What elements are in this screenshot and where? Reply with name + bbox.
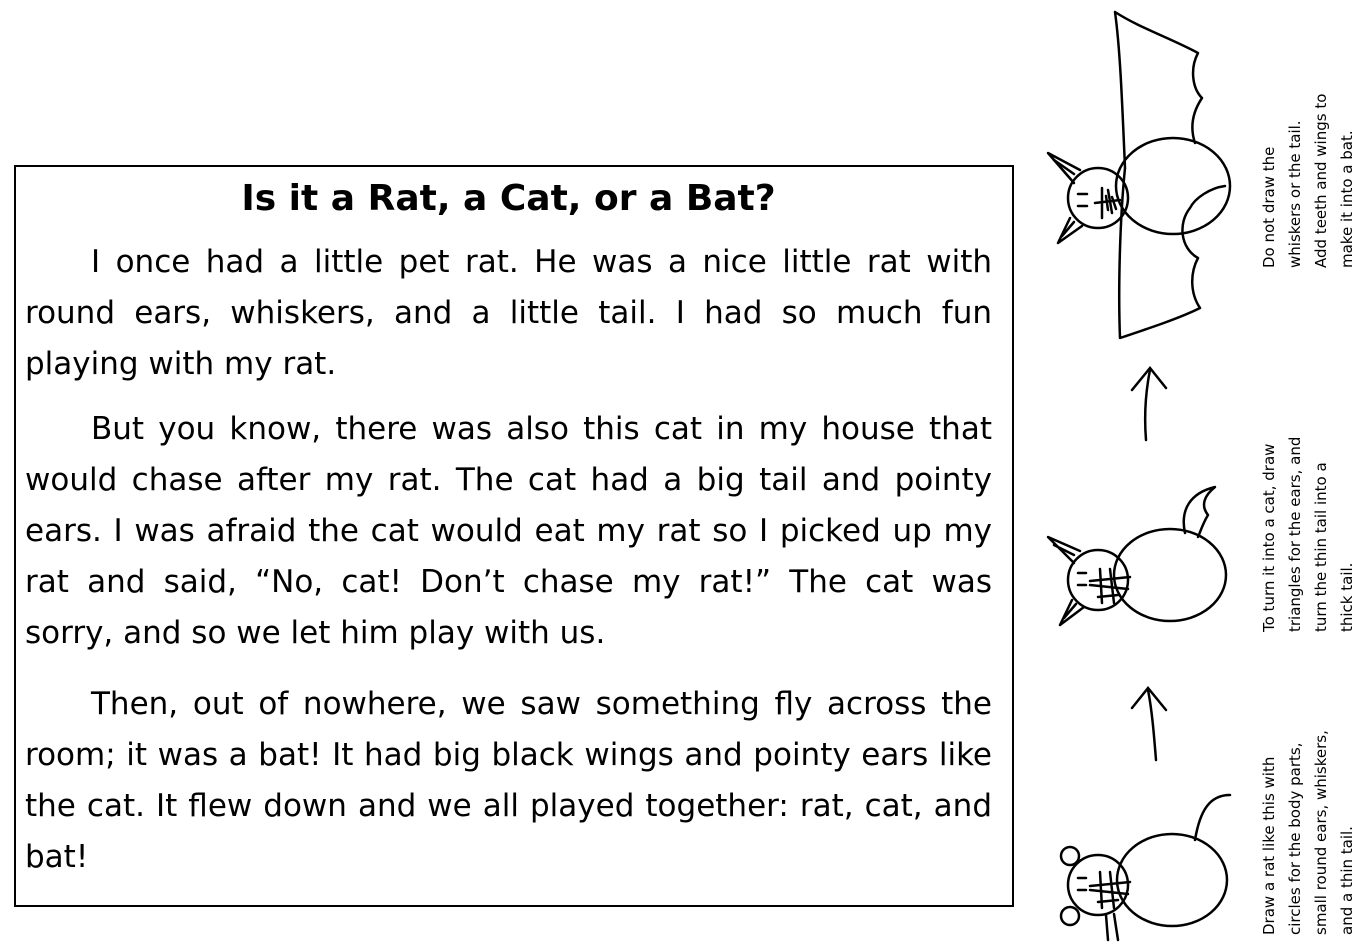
rat-instruction-line: small round ears, whiskers,: [1312, 730, 1330, 935]
story-paragraph-1: I once had a little pet rat. He was a nice little rat with round ears, whiskers, and a little tail. I had so much fun playing with my rat.: [25, 244, 992, 382]
story-paragraph-3: Then, out of nowhere, we saw something fly across the room; it was a bat! It had big black wings and pointy ears like the cat. It flew down and we all played together: rat, cat, and bat!: [25, 686, 992, 875]
bat-instructions: [1256, 94, 1360, 268]
rat-instruction-line: circles for the body parts,: [1286, 742, 1304, 935]
bat-instruction-line: Add teeth and wings to: [1312, 93, 1330, 268]
cat-instruction-line: triangles for the ears, and: [1286, 436, 1304, 632]
cat-drawing-icon: [1040, 485, 1240, 645]
rat-drawing-icon: [1040, 790, 1240, 948]
arrow-up-icon: [1120, 360, 1180, 450]
bat-instruction-line: Do not draw the: [1260, 146, 1278, 268]
cat-instructions: [1256, 437, 1360, 632]
bat-instruction-line: whiskers or the tail.: [1286, 120, 1304, 268]
rat-instruction-line: Draw a rat like this with: [1260, 756, 1278, 935]
bat-drawing-icon: [1040, 8, 1240, 348]
rat-instruction-line: and a thin tail.: [1338, 826, 1356, 935]
cat-instruction-line: thick tail.: [1338, 562, 1356, 632]
arrow-up-icon: [1120, 680, 1180, 770]
cat-instruction-line: To turn it into a cat, draw: [1260, 443, 1278, 632]
rat-instructions: [1256, 730, 1360, 935]
bat-instruction-line: make it into a bat.: [1338, 130, 1356, 268]
story-paragraph-2: But you know, there was also this cat in my house that would chase after my rat. The cat had a big tail and pointy ears. I was afraid the cat would eat my rat so I picked up my rat and said, “No, cat! Don’t chase my rat!” The cat was sorry, and so we let him play with us.: [25, 411, 992, 651]
story-title: Is it a Rat, a Cat, or a Bat?: [241, 178, 776, 219]
story-box: [14, 165, 1014, 907]
cat-instruction-line: turn the thin tail into a: [1312, 462, 1330, 632]
